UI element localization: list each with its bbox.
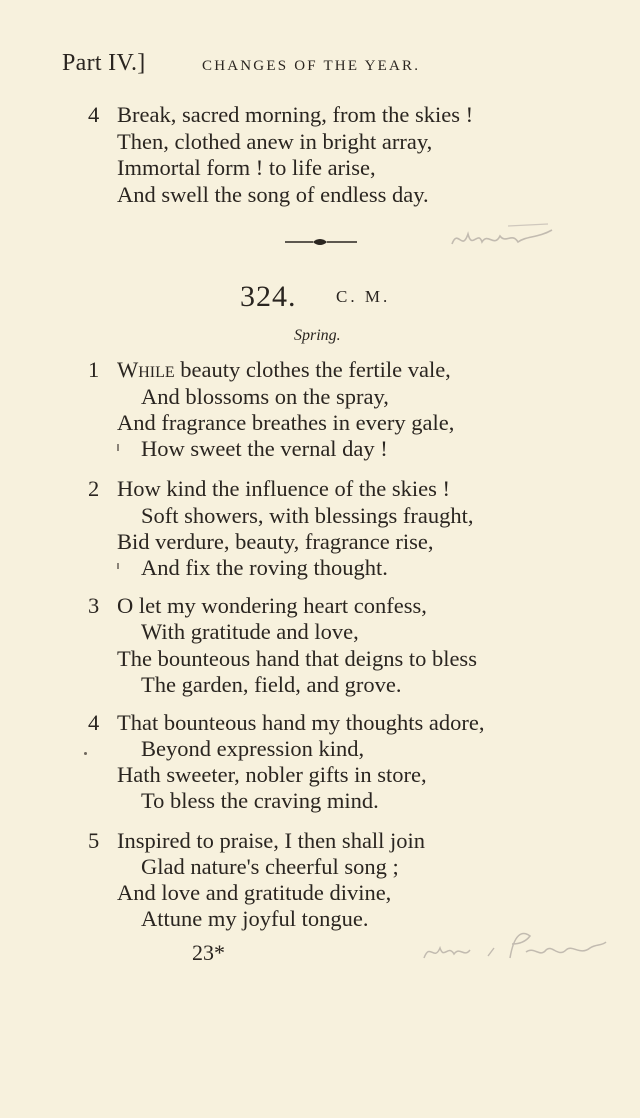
stanza-number: 4 bbox=[88, 102, 100, 127]
verse-line: Glad nature's cheerful song ; bbox=[141, 854, 399, 879]
first-word: While bbox=[117, 357, 175, 382]
verse-line: To bless the craving mind. bbox=[141, 788, 379, 813]
pencil-annotation-mark bbox=[448, 222, 558, 256]
stanza-number: 3 bbox=[88, 593, 100, 618]
chapter-title: CHANGES OF THE YEAR. bbox=[202, 58, 421, 74]
running-head bbox=[62, 50, 582, 80]
signature-mark: 23* bbox=[192, 940, 225, 965]
verse-line: And fragrance breathes in every gale, bbox=[117, 410, 455, 435]
verse-line: With gratitude and love, bbox=[141, 619, 359, 644]
verse-line: Hath sweeter, nobler gifts in store, bbox=[117, 762, 427, 787]
stanza-number: 2 bbox=[88, 476, 100, 501]
stray-mark bbox=[117, 563, 119, 569]
verse-line: And love and gratitude divine, bbox=[117, 880, 392, 905]
verse-line: The garden, field, and grove. bbox=[141, 672, 402, 697]
verse-line: Break, sacred morning, from the skies ! bbox=[117, 102, 474, 127]
verse-line: Attune my joyful tongue. bbox=[141, 906, 369, 931]
verse-line: O let my wondering heart confess, bbox=[117, 593, 427, 618]
verse-line: Immortal form ! to life arise, bbox=[117, 155, 376, 180]
verse-line: The bounteous hand that deigns to bless bbox=[117, 646, 477, 671]
verse-line: Soft showers, with blessings fraught, bbox=[141, 503, 474, 528]
verse-line: And swell the song of endless day. bbox=[117, 182, 429, 207]
verse-line bbox=[117, 357, 451, 383]
verse-line: And fix the roving thought. bbox=[141, 555, 388, 580]
verse-line: Bid verdure, beauty, fragrance rise, bbox=[117, 529, 434, 554]
hymn-subject: Spring. bbox=[294, 327, 341, 344]
hymn-meter: C. M. bbox=[336, 287, 391, 306]
stanza-number: 1 bbox=[88, 357, 100, 382]
part-label: Part IV.] bbox=[62, 50, 146, 76]
verse-line: Beyond expression kind, bbox=[141, 736, 365, 761]
stanza-number: 5 bbox=[88, 828, 100, 853]
verse-line: How sweet the vernal day ! bbox=[141, 436, 388, 461]
verse-line: Then, clothed anew in bright array, bbox=[117, 129, 433, 154]
verse-line: Inspired to praise, I then shall join bbox=[117, 828, 426, 853]
stray-mark bbox=[84, 752, 87, 755]
verse-line: How kind the influence of the skies ! bbox=[117, 476, 451, 501]
hymn-number: 324. bbox=[240, 280, 297, 313]
verse-line: That bounteous hand my thoughts adore, bbox=[117, 710, 485, 735]
stray-mark bbox=[117, 444, 119, 451]
pencil-annotation-signature bbox=[418, 922, 608, 968]
section-ornament bbox=[285, 236, 357, 248]
verse-line-rest: beauty clothes the fertile vale, bbox=[174, 357, 451, 382]
stanza-number: 4 bbox=[88, 710, 100, 735]
verse-line: And blossoms on the spray, bbox=[141, 384, 389, 409]
